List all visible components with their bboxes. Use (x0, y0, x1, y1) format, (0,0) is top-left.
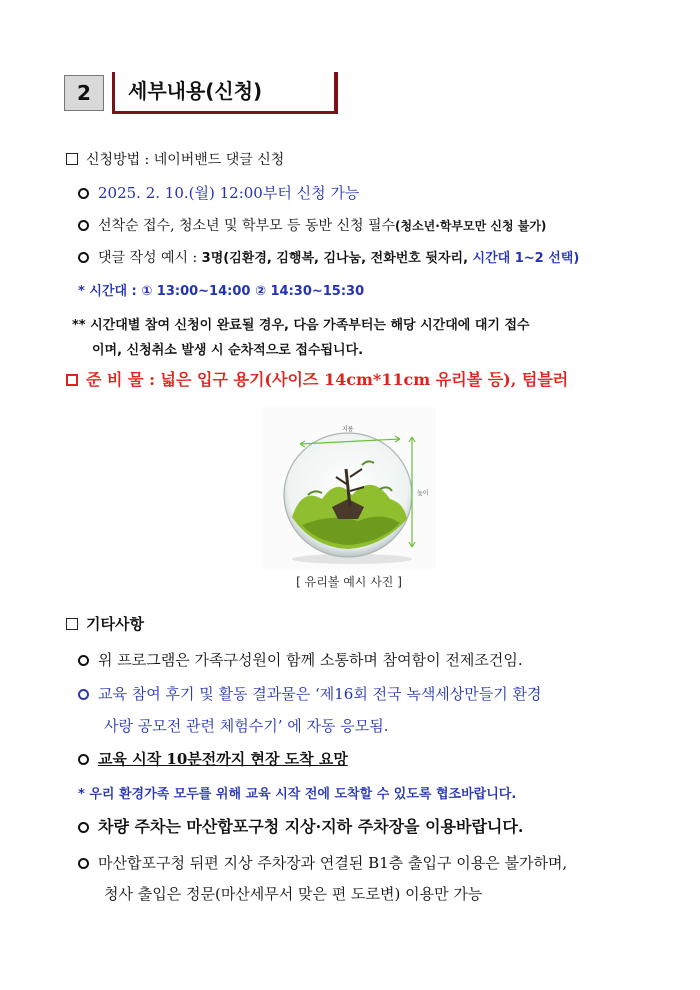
section-title: 세부내용(신청) (128, 78, 263, 103)
waitlist-line-1: ** 시간대별 참여 신청이 완료될 경우, 다음 가족부터는 해당 시간대에 대기 접수 (72, 318, 530, 333)
bullet-circle-icon (78, 858, 89, 869)
height-label: 높이 (417, 490, 429, 497)
glass-bowl-photo (262, 407, 436, 569)
bullet-circle-icon (78, 822, 89, 833)
first-come-note: (청소년·학부모만 신청 불가) (395, 219, 547, 233)
checkbox-square-icon (66, 618, 78, 630)
preparation-line (66, 370, 700, 390)
etc-item-4-text: 차량 주차는 마산합포구청 지상·지하 주차장을 이용바랍니다. (98, 817, 524, 836)
apply-date-text: 2025. 2. 10.(월) 12:00부터 신청 가능 (98, 184, 360, 202)
etc-item-2 (78, 684, 700, 704)
etc-item-3-note: * 우리 환경가족 모두를 위해 교육 시작 전에 도착할 수 있도록 협조바랍니다. (78, 787, 517, 802)
bullet-circle-icon (78, 252, 89, 263)
comment-example-label: 댓글 작성 예시 : (98, 250, 202, 266)
bullet-circle-icon (78, 188, 89, 199)
etc-item-5-text-2: 청사 출입은 정문(마산세무서 맞은 편 도로변) 이용만 가능 (104, 885, 483, 903)
etc-item-2-text-1: 교육 참여 후기 및 활동 결과물은 ‘제16회 전국 녹색세상만들기 환경 (98, 685, 542, 703)
bullet-circle-icon (78, 754, 89, 765)
bullet-circle-icon (78, 655, 89, 666)
etc-item-1-text: 위 프로그램은 가족구성원이 함께 소통하며 참여함이 전제조건임. (98, 651, 523, 669)
section-title-bar-bottom (112, 111, 338, 114)
comment-example-timeslot: 시간대 1~2 선택) (472, 251, 580, 266)
first-come-line (78, 216, 700, 236)
preparation-text: 준 비 물 : 넓은 입구 용기(사이즈 14cm*11cm 유리볼 등), 텀블러 (86, 370, 569, 389)
waitlist-line-2: 이며, 신청취소 발생 시 순차적으로 접수됩니다. (92, 343, 364, 358)
bullet-circle-icon (78, 220, 89, 231)
etc-item-5 (78, 853, 700, 873)
etc-item-4 (78, 817, 700, 837)
apply-date-line (78, 183, 700, 203)
etc-item-1 (78, 650, 700, 670)
etc-item-5-text-1: 마산합포구청 뒤편 지상 주차장과 연결된 B1층 출입구 이용은 불가하며, (98, 854, 568, 872)
comment-example-line (78, 248, 700, 269)
etc-item-3 (78, 749, 700, 769)
photo-caption: [ 유리볼 예시 사진 ] (296, 575, 402, 589)
comment-example-body: 3명(김환경, 김행복, 김나눔, 전화번호 뒷자리, (201, 251, 473, 266)
checkbox-square-icon (66, 153, 78, 165)
bullet-circle-icon (78, 689, 89, 700)
diameter-label: 지름 (342, 426, 354, 433)
checkbox-square-icon (66, 374, 78, 386)
section-title-bar-left (112, 72, 115, 114)
terrarium-illustration (262, 407, 436, 569)
etc-item-2-text-2: 사랑 공모전 관련 체험수기’ 에 자동 응모됨. (104, 717, 389, 735)
apply-method-line (66, 150, 700, 170)
timeslot-line: * 시간대 : ① 13:00~14:00 ② 14:30~15:30 (78, 284, 365, 299)
etc-item-3-text: 교육 시작 10분전까지 현장 도착 요망 (98, 750, 348, 768)
apply-method-text: 신청방법 : 네이버밴드 댓글 신청 (86, 152, 285, 168)
first-come-text: 선착순 접수, 청소년 및 학부모 등 동반 신청 필수 (98, 218, 396, 234)
section-number: 2 (64, 75, 104, 111)
etc-title-line (66, 614, 700, 634)
etc-title: 기타사항 (86, 615, 144, 633)
